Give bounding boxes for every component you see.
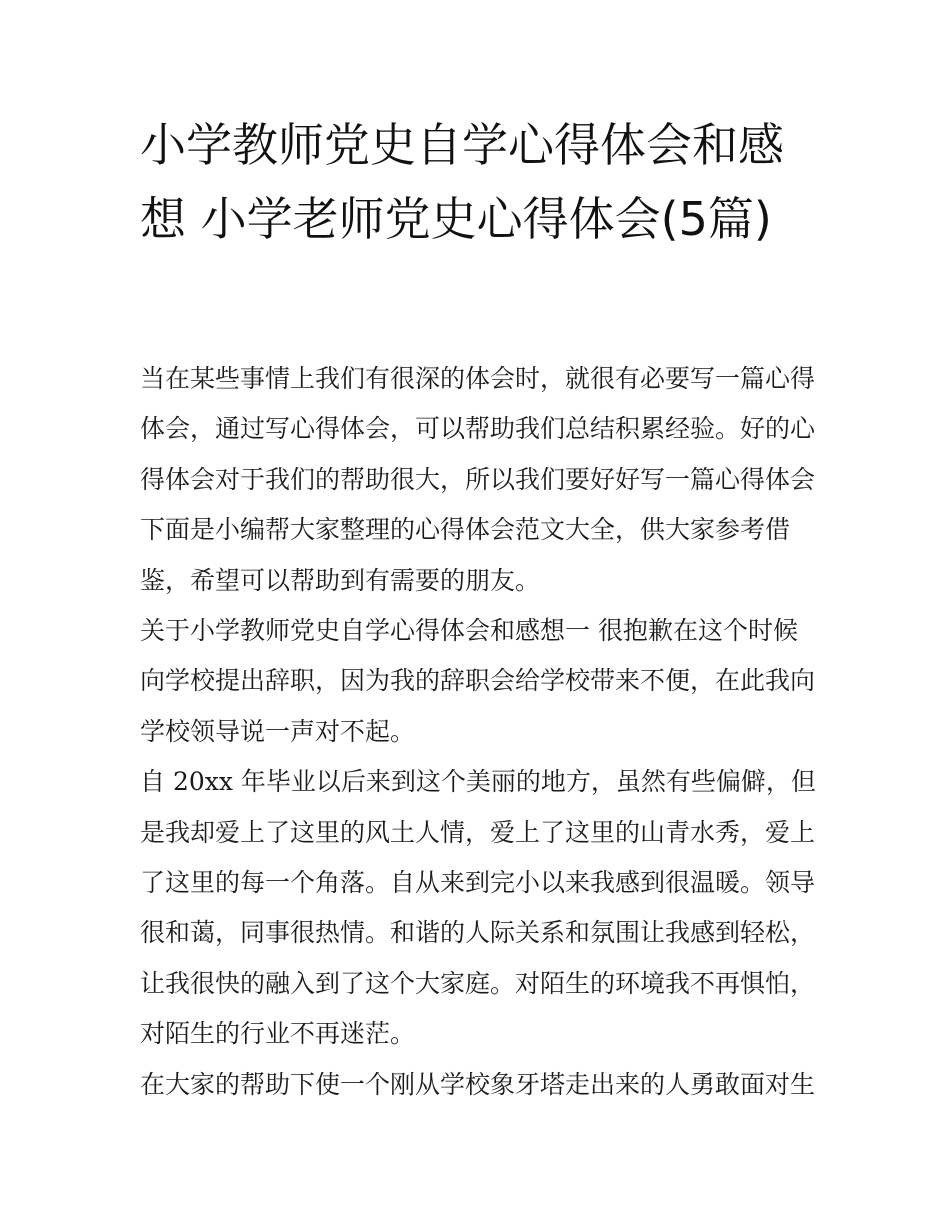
- document-body: [140, 354, 820, 1110]
- paragraph-intro: 当在某些事情上我们有很深的体会时，就很有必要写一篇心得体会，通过写心得体会，可以帮助我们总结积累经验。好的心得体会对于我们的帮助很大，所以我们要好好写一篇心得体会下面是小编帮大家整理的心得体会范文大全，供大家参考借鉴，希望可以帮助到有需要的朋友。: [140, 364, 816, 595]
- paragraph-gratitude: 在大家的帮助下使一个刚从学校象牙塔走出来的人勇敢面对生: [140, 1069, 816, 1099]
- paragraph-experience: 自 20xx 年毕业以后来到这个美丽的地方，虽然有些偏僻，但是我却爱上了这里的风土人情，爱上了这里的山青水秀，爱上了这里的每一个角落。自从来到完小以来我感到很温暖。领导很和蔼，同事很热情。和谐的人际关系和氛围让我感到轻松，让我很快的融入到了这个大家庭。对陌生的环境我不再惧怕，对陌生的行业不再迷茫。: [140, 767, 816, 1049]
- document-title: 小学教师党史自学心得体会和感想 小学老师党史心得体会(5篇): [140, 118, 784, 246]
- paragraph-resignation: 关于小学教师党史自学心得体会和感想一 很抱歉在这个时候向学校提出辞职，因为我的辞职会给学校带来不便，在此我向学校领导说一声对不起。: [140, 616, 816, 746]
